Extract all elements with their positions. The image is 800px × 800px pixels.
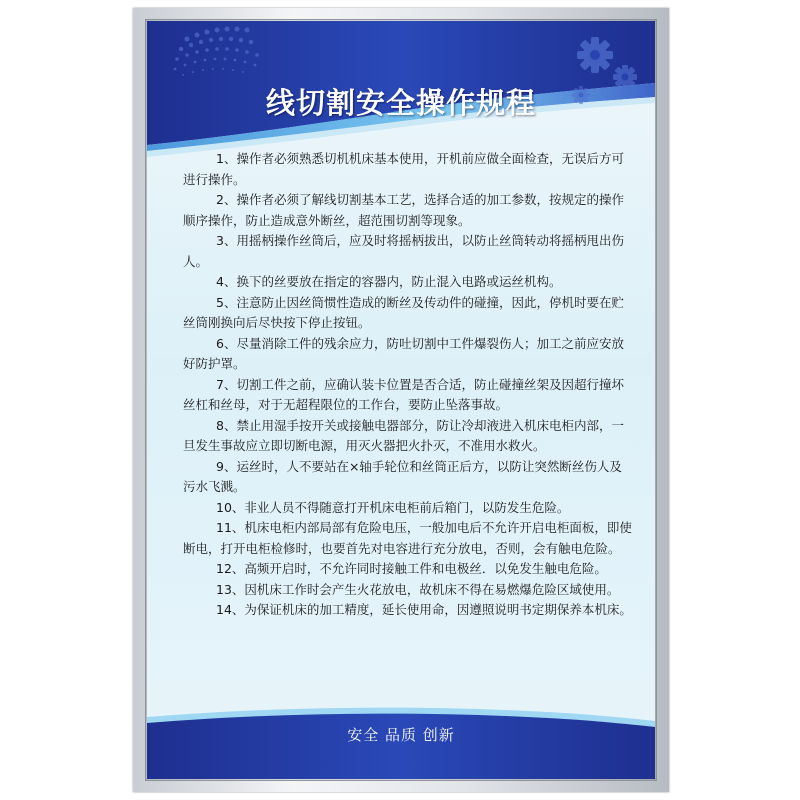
rule-item: 8、禁止用湿手按开关或接触电器部分，防让冷却液进入机床电柜内部，一旦发生事故应立即切断电源，用灭火器把火扑灭，不准用水救火。 xyxy=(183,417,624,453)
footer-slogan: 安全 品质 创新 xyxy=(347,726,455,744)
gear-icon xyxy=(577,37,613,73)
rule-item: 3、用摇柄操作丝筒后，应及时将摇柄拔出，以防止丝筒转动将摇柄甩出伤人。 xyxy=(183,233,624,269)
rule-item: 1、操作者必须熟悉切机机床基本使用，开机前应做全面检查，无误后方可进行操作。 xyxy=(183,151,624,187)
rule-item: 11、机床电柜内部局部有危险电压，一般加电后不允许开启电柜面板，即使断电，打开电柜检修时，也要首先对电容进行充分放电，否则，会有触电危险。 xyxy=(183,520,632,556)
rule-item: 14、为保证机床的加工精度，延长使用命，因遵照说明书定期保养本机床。 xyxy=(216,602,632,617)
rules-list xyxy=(183,149,633,621)
rule-item: 9、运丝时，人不要站在×轴手轮位和丝筒正后方，以防让突然断丝伤人及污水飞溅。 xyxy=(183,458,622,494)
rule-item: 6、尽量消除工件的残余应力，防吐切割中工件爆裂伤人；加工之前应安放好防护罩。 xyxy=(183,335,624,371)
rule-item: 13、因机床工作时会产生火花放电，故机床不得在易燃爆危险区域使用。 xyxy=(216,581,620,597)
rule-item: 10、非业人员不得随意打开机床电柜前后箱门，以防发生危险。 xyxy=(216,499,570,515)
safety-poster xyxy=(147,21,655,779)
rule-item: 4、换下的丝要放在指定的容器内，防止混入电路或运丝机构。 xyxy=(216,274,562,289)
rule-item: 12、高频开启时，不允许同时接触工件和电极丝．以免发生触电危险。 xyxy=(216,561,607,576)
rule-item: 2、操作者必须了解线切割基本工艺，选择合适的加工参数，按规定的操作顺序操作，防止造成意外断丝，超范围切割等现象。 xyxy=(183,192,624,228)
poster-title: 线切割安全操作规程 xyxy=(265,86,536,120)
rule-item: 7、切割工件之前，应确认装卡位置是否合适，防止碰撞丝架及因超行撞坏丝杠和丝母，对于无超程限位的工作台，要防止坠落事故。 xyxy=(183,376,624,412)
rule-item: 5、注意防止因丝筒惯性造成的断丝及传动件的碰撞，因此，停机时要在贮 丝筒刚换向后尽快按下停止按钮。 xyxy=(183,294,624,330)
